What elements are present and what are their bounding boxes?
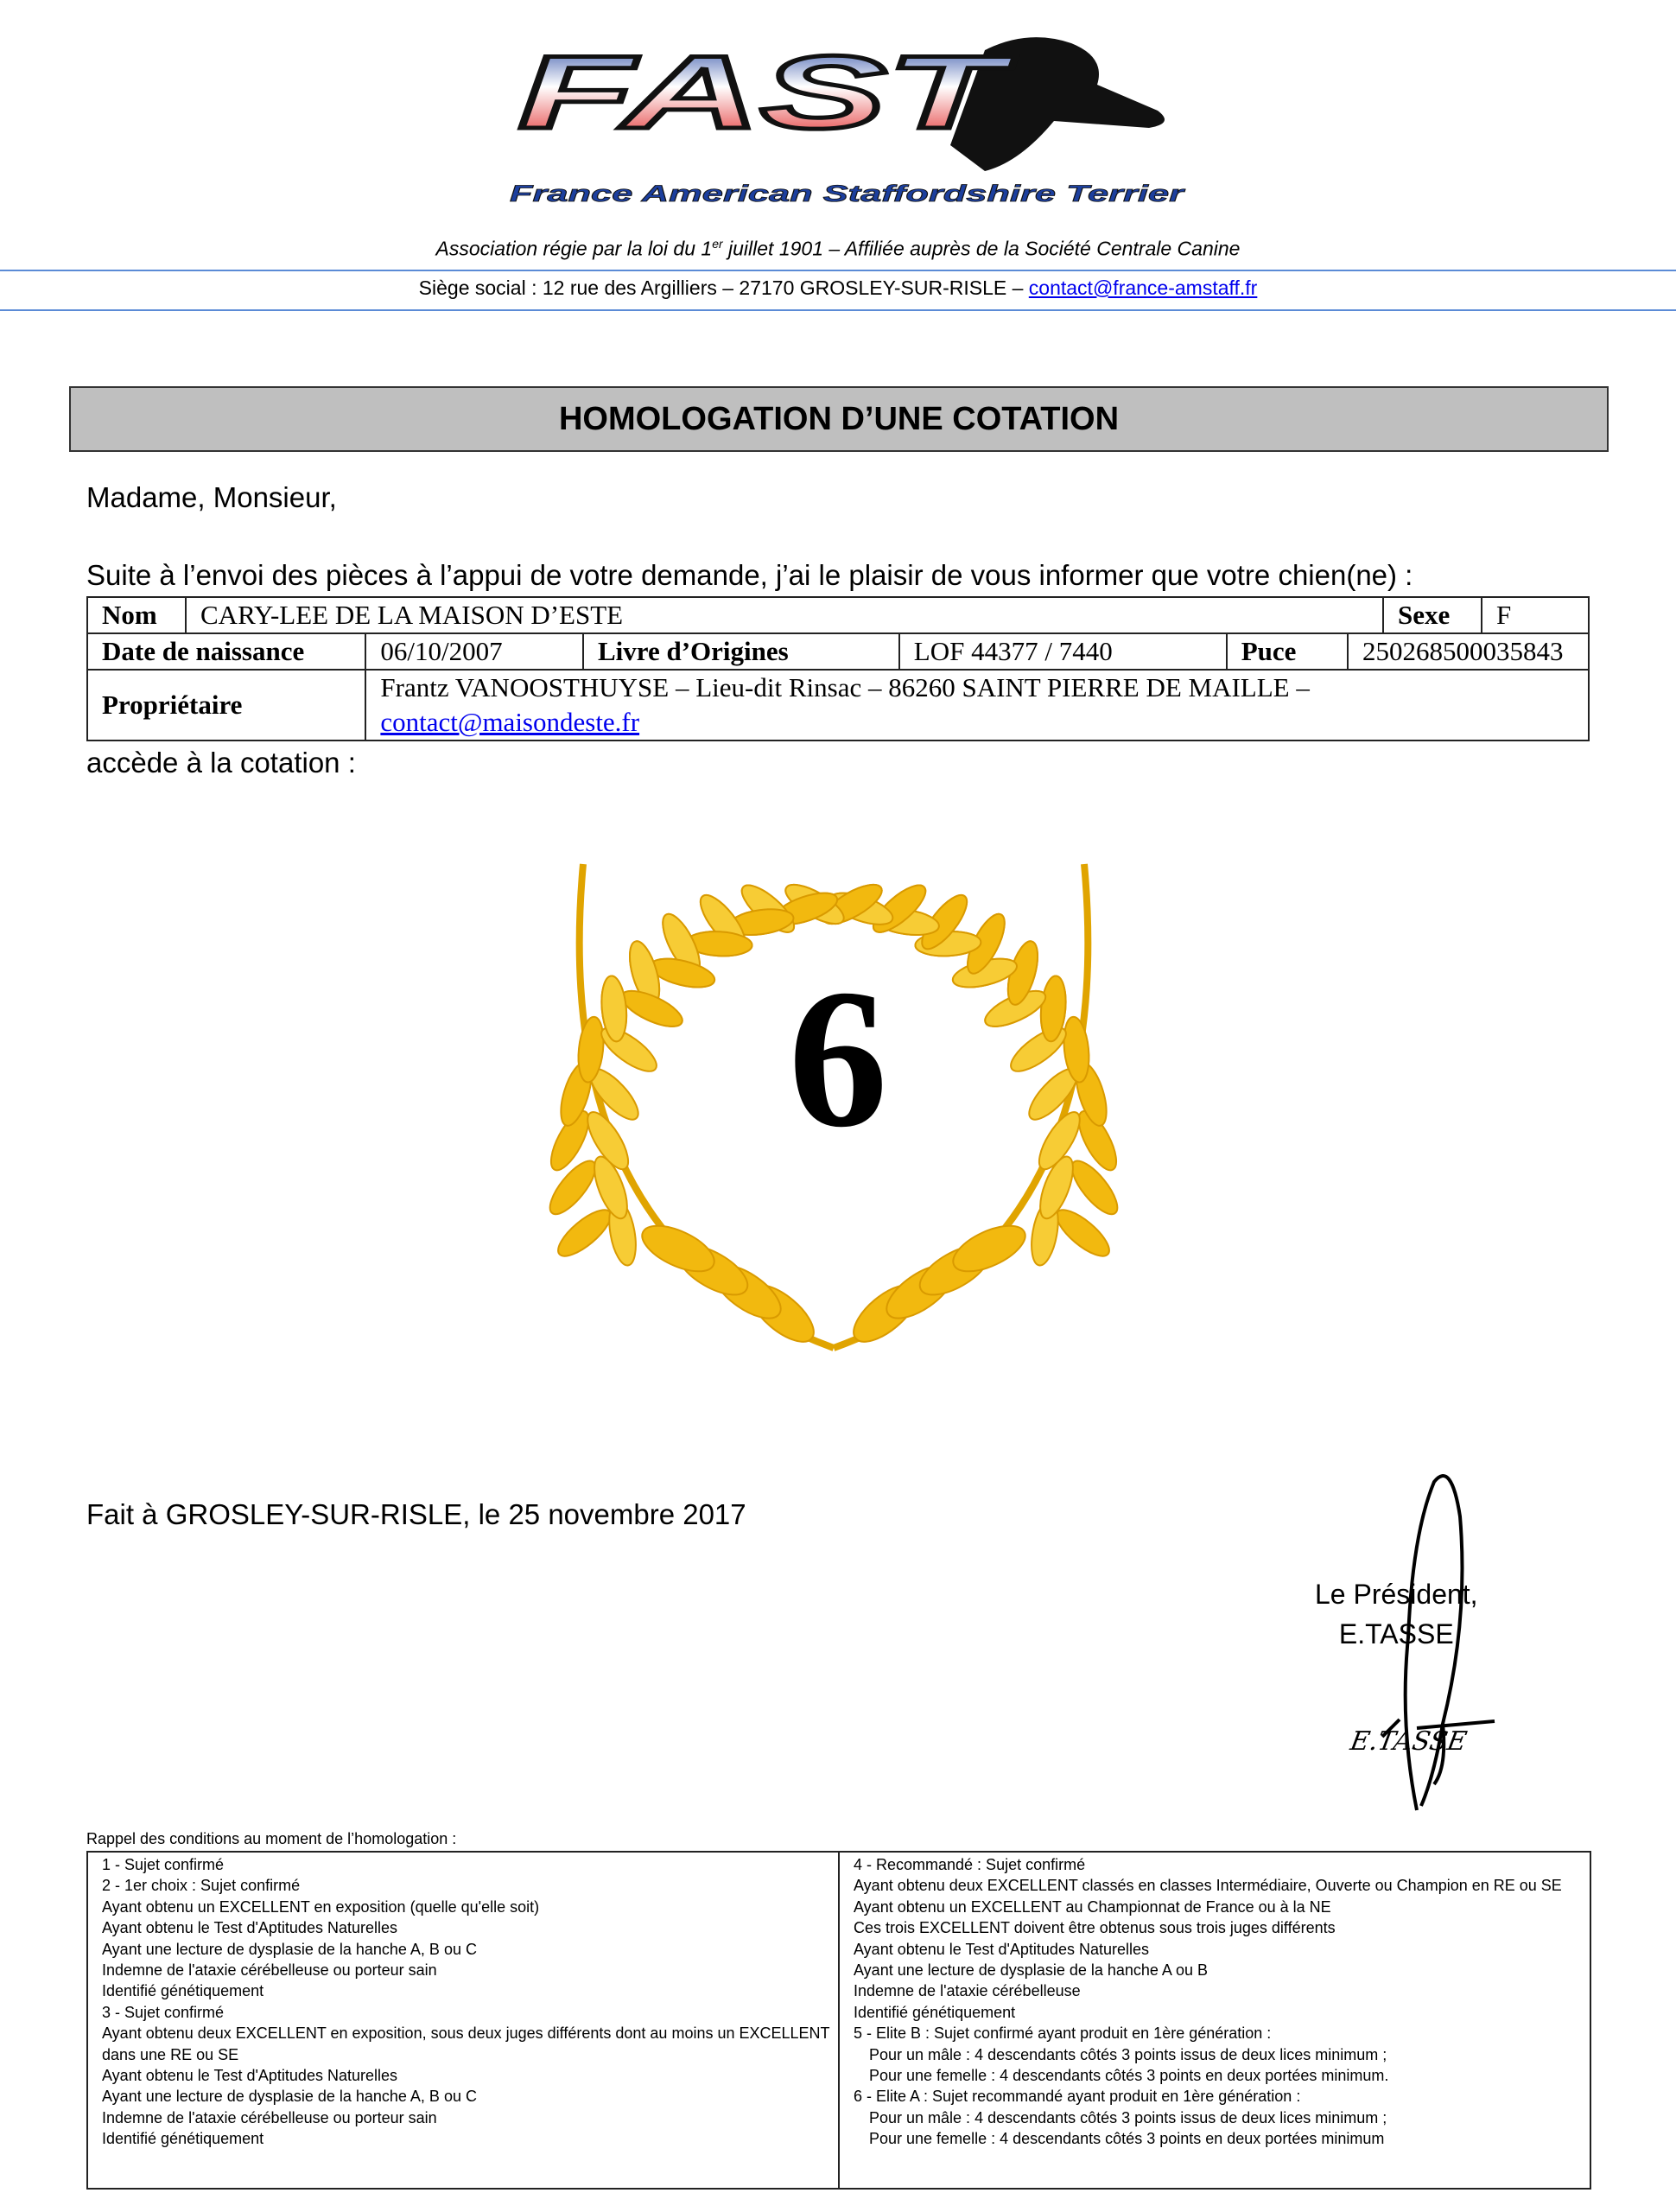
- header-rule-top: [0, 270, 1676, 271]
- condition-line: Ayant une lecture de dysplasie de la hanche A, B ou C: [102, 2088, 477, 2106]
- condition-line: Pour une femelle : 4 descendants côtés 3 points en deux portées minimum: [869, 2130, 1385, 2148]
- logo-wordmark: FAST: [518, 35, 1016, 150]
- condition-line: 3 - Sujet confirmé: [102, 2003, 225, 2021]
- fait-line: Fait à GROSLEY-SUR-RISLE, le 25 novembre 2017: [86, 1498, 746, 1530]
- condition-line: Ayant obtenu deux EXCELLENT classés en classes Intermédiaire, Ouverte ou Champion en RE ou SE: [854, 1877, 1562, 1895]
- condition-line: Identifié génétiquement: [102, 2130, 264, 2148]
- condition-line: 4 - Recommandé : Sujet confirmé: [854, 1856, 1086, 1873]
- condition-line: Indemne de l'ataxie cérébelleuse ou porteur sain: [102, 1961, 437, 1980]
- association-line: Association régie par la loi du 1er juillet 1901 – Affiliée auprès de la Société Centrale Canine: [435, 237, 1241, 260]
- intro-text: Suite à l’envoi des pièces à l’appui de votre demande, j’ai le plaisir de vous informer que votre chien(ne) :: [86, 559, 1413, 591]
- conditions-right-column: [840, 1853, 1590, 2188]
- nom-value: CARY-LEE DE LA MAISON D’ESTE: [186, 597, 1383, 633]
- naissance-value: 06/10/2007: [365, 633, 583, 670]
- sexe-label: Sexe: [1383, 597, 1482, 633]
- condition-line: Ayant obtenu le Test d'Aptitudes Naturelles: [102, 2067, 397, 2085]
- handwritten-signature: E.TASSE: [1348, 1726, 1470, 1757]
- condition-line: 2 - 1er choix : Sujet confirmé: [102, 1877, 301, 1895]
- condition-line: dans une RE ou SE: [102, 2045, 239, 2063]
- condition-line: Identifié génétiquement: [854, 2003, 1016, 2021]
- siege-line: Siège social : 12 rue des Argilliers – 27170 GROSLEY-SUR-RISLE – contact@france-amstaff.fr: [418, 276, 1258, 299]
- condition-line: 1 - Sujet confirmé: [102, 1856, 225, 1873]
- naissance-label: Date de naissance: [87, 633, 365, 670]
- proprietaire-label: Propriétaire: [87, 670, 365, 741]
- condition-line: Ayant obtenu le Test d'Aptitudes Naturelles: [854, 1940, 1149, 1958]
- condition-line: Indemne de l'ataxie cérébelleuse ou porteur sain: [102, 2108, 437, 2126]
- condition-line: Indemne de l'ataxie cérébelleuse: [854, 1982, 1081, 2000]
- cotation-value: 6: [788, 948, 888, 1168]
- conditions-left-column: [88, 1853, 840, 2188]
- sexe-value: F: [1482, 597, 1589, 633]
- condition-line: Ayant une lecture de dysplasie de la hanche A, B ou C: [102, 1940, 477, 1958]
- lof-value: LOF 44377 / 7440: [899, 633, 1227, 670]
- condition-line: Ayant obtenu un EXCELLENT au Championnat de France ou à la NE: [854, 1897, 1331, 1916]
- conditions-title: Rappel des conditions au moment de l’homologation :: [86, 1830, 457, 1847]
- proprietaire-value: Frantz VANOOSTHUYSE – Lieu-dit Rinsac – 86260 SAINT PIERRE DE MAILLE – contact@maisondeste.fr: [365, 670, 1589, 741]
- president-name: E.TASSE: [1338, 1618, 1454, 1649]
- lof-label: Livre d’Origines: [583, 633, 899, 670]
- fast-logo: [501, 24, 1184, 223]
- header-rule-bottom: [0, 309, 1676, 311]
- dog-info-table: [86, 596, 1590, 741]
- greeting: Madame, Monsieur,: [86, 481, 337, 513]
- page-title: HOMOLOGATION D’UNE COTATION: [69, 386, 1609, 452]
- condition-line: Ayant obtenu deux EXCELLENT en exposition, sous deux juges différents dont au moins un EXCELLENT: [102, 2024, 830, 2043]
- condition-line: Ces trois EXCELLENT doivent être obtenus sous trois juges différents: [854, 1919, 1336, 1937]
- condition-line: Pour un mâle : 4 descendants côtés 3 points issus de deux lices minimum ;: [869, 2045, 1387, 2063]
- condition-line: Identifié génétiquement: [102, 1982, 264, 2000]
- owner-email-link[interactable]: contact@maisondeste.fr: [380, 707, 640, 737]
- president-role: Le Président,: [1315, 1579, 1478, 1610]
- nom-label: Nom: [87, 597, 186, 633]
- condition-line: 6 - Elite A : Sujet recommandé ayant produit en 1ère génération :: [854, 2088, 1301, 2106]
- condition-line: Ayant obtenu un EXCELLENT en exposition (quelle qu'elle soit): [102, 1897, 540, 1916]
- condition-line: Ayant une lecture de dysplasie de la hanche A ou B: [854, 1961, 1208, 1980]
- condition-line: Ayant obtenu le Test d'Aptitudes Naturelles: [102, 1919, 397, 1937]
- signature-block: [1315, 1574, 1478, 1654]
- condition-line: Pour une femelle : 4 descendants côtés 3 points en deux portées minimum.: [869, 2067, 1389, 2085]
- condition-line: Pour un mâle : 4 descendants côtés 3 points issus de deux lices minimum ;: [869, 2108, 1387, 2126]
- accede-text: accède à la cotation :: [86, 747, 356, 779]
- association-email-link[interactable]: contact@france-amstaff.fr: [1028, 276, 1258, 299]
- logo-subtitle: France American Staffordshire Terrier: [510, 181, 1186, 207]
- puce-label: Puce: [1227, 633, 1348, 670]
- puce-value: 250268500035843: [1348, 633, 1589, 670]
- condition-line: 5 - Elite B : Sujet confirmé ayant produit en 1ère génération :: [854, 2024, 1272, 2043]
- conditions-table: [86, 1851, 1591, 2190]
